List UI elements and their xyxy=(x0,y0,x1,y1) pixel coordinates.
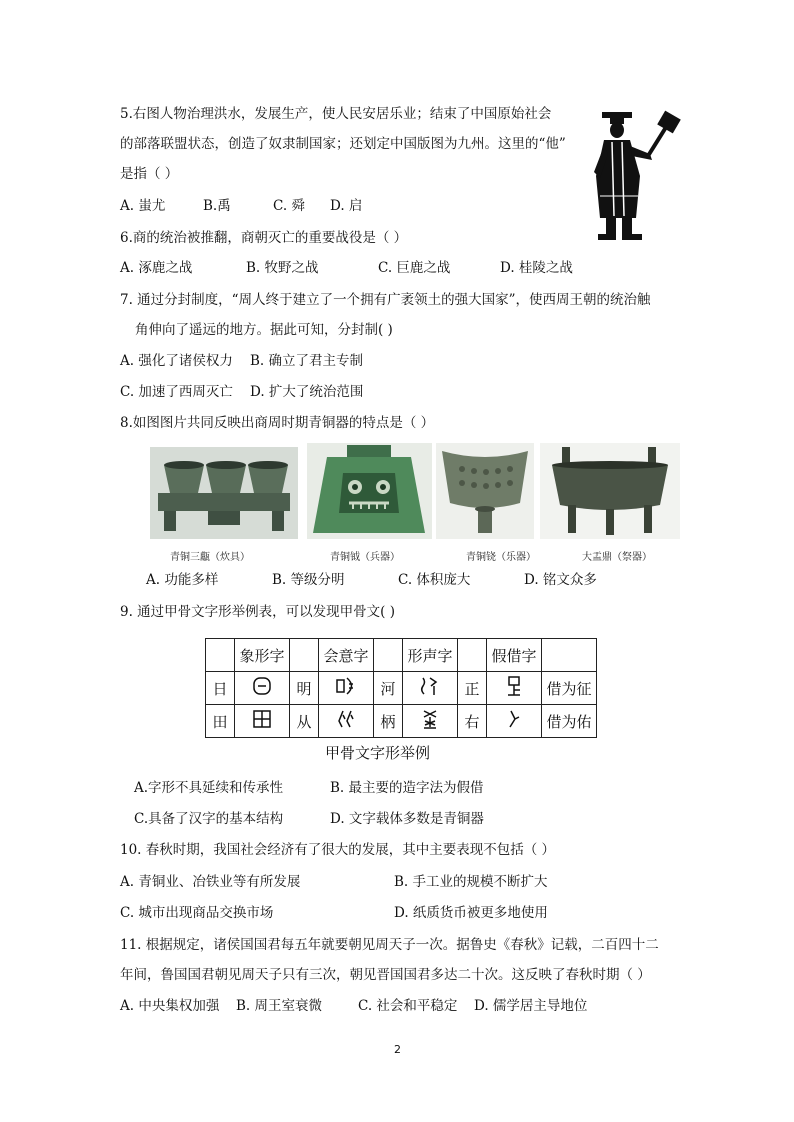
q10-option-b: B. 手工业的规模不断扩大 xyxy=(394,874,548,890)
header-xingsheng: 形声字 xyxy=(403,639,458,672)
jiajie-zheng: 借为征 xyxy=(542,672,597,705)
q5-line1: 5.右图人物治理洪水，发展生产，使人民安居乐业；结束了中国原始社会 xyxy=(120,106,552,122)
q5-line3: 是指（ ） xyxy=(120,166,179,182)
q7-option-b: B. 确立了君主专制 xyxy=(250,353,364,369)
q5-option-a: A. 蚩尤 xyxy=(120,198,166,214)
q5-option-b: B.禹 xyxy=(203,198,231,214)
q8-option-d: D. 铭文众多 xyxy=(524,572,597,588)
q7-line2: 角伸向了遥远的地方。据此可知，分封制( ) xyxy=(135,322,393,338)
q11-line2: 年间，鲁国国君朝见周天子只有三次，朝见晋国国君多达二十次。这反映了春秋时期（ ） xyxy=(120,967,651,983)
table-caption: 甲骨文字形举例 xyxy=(325,744,431,762)
q6-option-b: B. 牧野之战 xyxy=(246,260,319,276)
table-row xyxy=(206,672,597,705)
glyph-tian-icon xyxy=(235,705,290,738)
oracle-bone-table xyxy=(205,638,597,738)
q8-stem: 8.如图图片共同反映出商周时期青铜器的特点是（ ） xyxy=(120,415,435,431)
q11-line1: 11. 根据规定，诸侯国国君每五年就要朝见周天子一次。据鲁史《春秋》记载，二百四十二 xyxy=(120,937,659,953)
q7-option-c: C. 加速了西周灭亡 xyxy=(120,384,233,400)
table-row xyxy=(206,705,597,738)
jiajie-you: 借为佑 xyxy=(542,705,597,738)
q10-stem: 10. 春秋时期，我国社会经济有了很大的发展，其中主要表现不包括（ ） xyxy=(120,842,556,858)
glyph-you-icon xyxy=(487,705,542,738)
q10-option-d: D. 纸质货币被更多地使用 xyxy=(394,905,548,921)
q6-option-a: A. 涿鹿之战 xyxy=(120,260,193,276)
q5-line2: 的部落联盟状态，创造了奴隶制国家；还划定中国版图为九州。这里的“他” xyxy=(120,136,566,152)
q8-option-a: A. 功能多样 xyxy=(146,572,219,588)
char-you: 右 xyxy=(458,705,487,738)
q7-option-d: D. 扩大了统治范围 xyxy=(250,384,364,400)
bronze-nao-image xyxy=(436,443,534,539)
glyph-cong-icon xyxy=(319,705,374,738)
yu-figure-image xyxy=(590,106,690,242)
q5-option-c: C. 舜 xyxy=(273,198,305,214)
q7-line1: 7. 通过分封制度，“周人终于建立了一个拥有广袤领土的强大国家”，使西周王朝的统治触 xyxy=(120,292,651,308)
char-he: 河 xyxy=(374,672,403,705)
bronze-yan-image xyxy=(150,447,298,539)
glyph-zheng-icon xyxy=(487,672,542,705)
bronze-ding-image xyxy=(540,443,680,539)
q6-option-d: D. 桂陵之战 xyxy=(500,260,573,276)
char-tian: 田 xyxy=(206,705,235,738)
bronze-yue-image xyxy=(307,443,432,539)
q8-option-b: B. 等级分明 xyxy=(272,572,345,588)
header-xiangxing: 象形字 xyxy=(235,639,290,672)
q6-option-c: C. 巨鹿之战 xyxy=(378,260,451,276)
page-number: 2 xyxy=(394,1043,401,1056)
caption-yan: 青铜三甗（炊具） xyxy=(170,552,250,563)
q9-stem: 9. 通过甲骨文字形举例表，可以发现甲骨文( ) xyxy=(120,604,395,620)
q7-option-a: A. 强化了诸侯权力 xyxy=(120,353,233,369)
q9-option-a: A.字形不具延续和传承性 xyxy=(134,780,284,796)
glyph-ri-icon xyxy=(235,672,290,705)
q9-option-b: B. 最主要的造字法为假借 xyxy=(330,780,484,796)
caption-nao: 青铜铙（乐器） xyxy=(466,552,536,563)
q10-option-a: A. 青铜业、冶铁业等有所发展 xyxy=(120,874,301,890)
glyph-he-icon xyxy=(403,672,458,705)
q10-option-c: C. 城市出现商品交换市场 xyxy=(120,905,274,921)
char-bing: 柄 xyxy=(374,705,403,738)
char-zheng: 正 xyxy=(458,672,487,705)
q11-option-d: D. 儒学居主导地位 xyxy=(474,998,588,1014)
q9-option-c: C.具备了汉字的基本结构 xyxy=(134,811,284,827)
q5-option-d: D. 启 xyxy=(330,198,363,214)
char-cong: 从 xyxy=(290,705,319,738)
q6-stem: 6.商的统治被推翻，商朝灭亡的重要战役是（ ） xyxy=(120,230,408,246)
header-huiyi: 会意字 xyxy=(319,639,374,672)
q9-option-d: D. 文字载体多数是青铜器 xyxy=(330,811,484,827)
header-jiajie: 假借字 xyxy=(487,639,542,672)
caption-ding: 大盂鼎（祭器） xyxy=(582,552,652,563)
glyph-bing-icon xyxy=(403,705,458,738)
q11-option-a: A. 中央集权加强 xyxy=(120,998,220,1014)
char-ming: 明 xyxy=(290,672,319,705)
q8-option-c: C. 体积庞大 xyxy=(398,572,471,588)
glyph-ming-icon xyxy=(319,672,374,705)
char-ri: 日 xyxy=(206,672,235,705)
table-row xyxy=(206,639,597,672)
q11-option-b: B. 周王室衰微 xyxy=(236,998,323,1014)
caption-yue: 青铜钺（兵器） xyxy=(330,552,400,563)
q11-option-c: C. 社会和平稳定 xyxy=(358,998,458,1014)
